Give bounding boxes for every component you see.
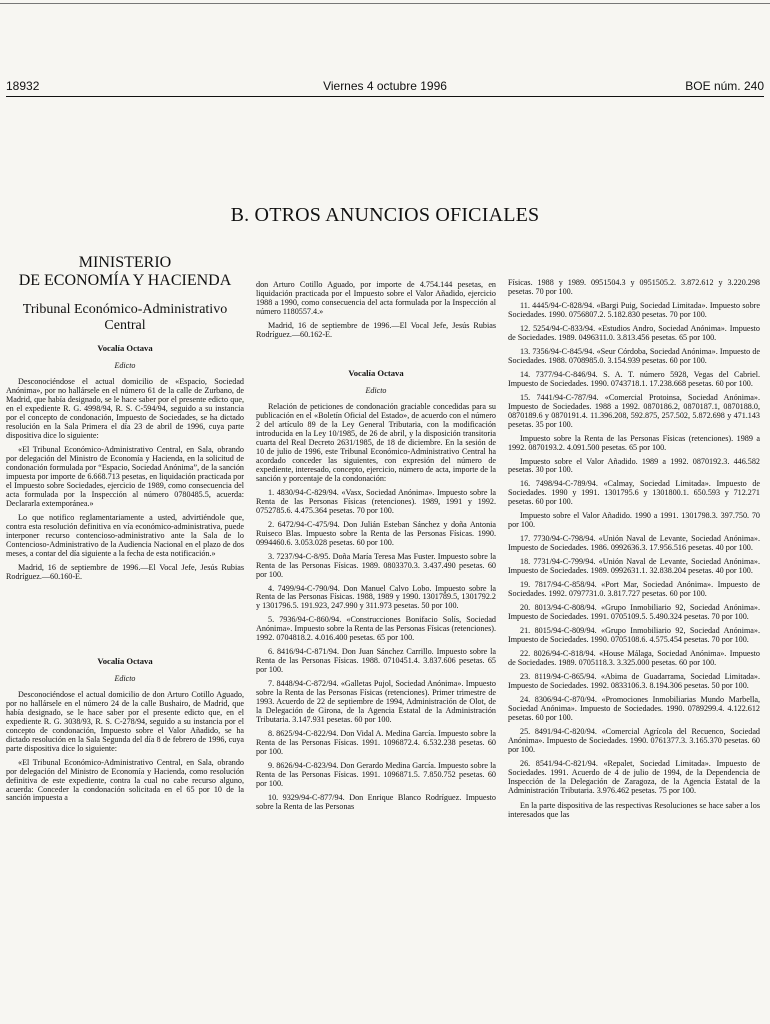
list-item: 12. 5254/94-C-833/94. «Estudios Andro, Sociedad Anónima». Impuesto de Sociedades. 1989. 0496311.0. 3.813.456 pesetas. 65 por 100. (508, 323, 760, 342)
list-item: 13. 7356/94-C-845/94. «Seur Córdoba, Sociedad Anónima». Impuesto de Sociedades. 1988. 0708985.0. 3.154.939 pesetas. 60 por 100. (508, 346, 760, 365)
list-item: 8. 8625/94-C-822/94. Don Vidal A. Medina García. Impuesto sobre la Renta de las Personas Físicas. 1991. 1096872.4. 6.532.238 pesetas. 60 por 100. (256, 729, 496, 756)
issue-date: Viernes 4 octubre 1996 (323, 79, 447, 93)
paragraph: «El Tribunal Económico-Administrativo Central, en Sala, obrando por delegación del Ministro de Economía y Hacienda, como resolución definitiva de este expediente, contra la cual no cabe recurso alguno, acuerda: Conceder la condonación solicitada en el 65 por 10 de la sanción impuesta a (6, 757, 244, 803)
edicto-heading: Edicto (114, 361, 136, 371)
list-item: 1. 4830/94-C-829/94. «Vasx, Sociedad Anónima». Impuesto sobre la Renta de las Personas Físicas (retenciones). 1989, 1991 y 1992. 0752785.6. 4.475.364 pesetas. 70 por 100. (256, 487, 496, 515)
paragraph: Relación de peticiones de condonación graciable concedidas para su publicación en el «Boletín Oficial del Estado», de acuerdo con el número 2 del artículo 89 de la Ley General Tributaria, con la modificación introducida en la Ley 10/1985, de 26 de abril, y la disposición transitoria cuarta del Real Decreto 2631/1985, de 18 de diciembre. En la sesión de 10 de julio de 1996, este Tribunal Económico-Administrativo Central ha acordado conceder las siguientes, con expresión del número de expediente, interesado, concepto, ejercicio, número de acta, importe de la sanción y porcentaje de la condonación: (256, 402, 496, 483)
list-item: 26. 8541/94-C-821/94. «Repalet, Sociedad Limitada». Impuesto de Sociedades. 1991. Acuerdo de 4 de julio de 1994, de la Dependencia de Inspección de la Delegación de Zaragoza, de la Agencia Estatal de la Administración Tributaria. 3.976.462 pesetas. 75 por 100. (508, 758, 760, 795)
list-item: 14. 7377/94-C-846/94. S. A. T. número 5928, Vegas del Cabriel. Impuesto de Sociedades. 1990. 0743718.1. 17.238.668 pesetas. 60 por 100. (508, 369, 760, 388)
column-right (508, 279, 760, 824)
list-item: 17. 7730/94-C-798/94. «Unión Naval de Levante, Sociedad Anónima». Impuesto de Sociedades. 1986. 0992636.3. 17.956.516 pesetas. 40 por 100. (508, 534, 760, 553)
tribunal-line-2: Central (104, 317, 146, 333)
vocalia-heading: Vocalía Octava (97, 342, 153, 353)
list-item: 10. 9329/94-C-877/94. Don Enrique Blanco Rodríguez. Impuesto sobre la Renta de las Personas (256, 792, 496, 811)
list-item: 16. 7498/94-C-789/94. «Calmay, Sociedad Limitada». Impuesto de Sociedades. 1990 y 1991. 1301795.6 y 1301800.1. 650.593 y 712.271 pesetas. 60 por 100. (508, 479, 760, 507)
list-item: 7. 8448/94-C-872/94. «Galletas Pujol, Sociedad Anónima». Impuesto sobre la Renta de las Personas Físicas (retenciones). Primer trimestre de 1993. Acuerdo de 22 de septiembre de 1994, Administración de Olot, de la Delegación de Girona, de la Agencia Estatal de la Administración Tributaria. 3.147.931 pesetas. 60 por 100. (256, 679, 496, 725)
issue-number: BOE núm. 240 (685, 79, 764, 93)
list-item: 15. 7441/94-C-787/94. «Comercial Protoinsa, Sociedad Anónima». Impuesto de Sociedades. 1988 a 1992. 0870186.2, 0870187.1, 0870188.0, 0870189.6 y 0870191.4. 11.396.208, 592.875, 257.502, 5.872.698 y 471.143 pesetas. 35 por 100. (508, 392, 760, 429)
section-title: B. OTROS ANUNCIOS OFICIALES (230, 204, 540, 226)
list-item: 20. 8013/94-C-808/94. «Grupo Inmobiliario 92, Sociedad Anónima». Impuesto de Sociedades. 1991. 0705109.5. 5.490.324 pesetas. 70 por 100. (508, 603, 760, 622)
paragraph: En la parte dispositiva de las respectivas Resoluciones se hace saber a los interesados que las (508, 800, 760, 819)
list-item: 21. 8015/94-C-809/94. «Grupo Inmobiliario 92, Sociedad Anónima». Impuesto de Sociedades. 1990. 0705108.6. 4.575.454 pesetas. 70 por 100. (508, 626, 760, 644)
list-item: 11. 4445/94-C-828/94. «Bargi Puig, Sociedad Limitada». Impuesto sobre Sociedades. 1990. 0756807.2. 5.182.830 pesetas. 70 por 100. (508, 300, 760, 319)
vocalia-heading: Vocalía Octava (348, 367, 404, 378)
ministry-heading (6, 254, 244, 291)
list-item: Impuesto sobre el Valor Añadido. 1990 a 1991. 1301798.3. 397.750. 70 por 100. (508, 511, 760, 530)
paragraph: Desconociéndose el actual domicilio de don Arturo Cotillo Aguado, por no hallársele en el número 24 de la calle Bushairo, de Madrid, que había designado, se le hace saber por el presente edicto que, en el expediente R. G. 3038/93, R. S. C-278/94, seguido a su instancia por el concepto de condonación, Impuesto sobre el Valor Añadido, se ha dictado resolución en la Sala Segunda del día 8 de febrero de 1996, cuya parte dispositiva dice lo siguiente: (6, 689, 244, 753)
paragraph: Lo que notifico reglamentariamente a usted, advirtiéndole que, contra esta resolución definitiva en vía económico-administrativa, puede interponer recurso contencioso-administrativo ante la Sala de lo Contencioso-Administrativo de la Audiencia Nacional en el plazo de dos meses, a contar del día siguiente a la fecha de esta notificación.» (6, 512, 244, 558)
list-item: Físicas. 1988 y 1989. 0951504.3 y 0951505.2. 3.872.612 y 3.220.298 pesetas. 70 por 100. (508, 278, 760, 296)
paragraph: don Arturo Cotillo Aguado, por importe de 4.754.144 pesetas, en liquidación practicada por el Impuesto sobre el Valor Añadido, ejercicio 1988 a 1990, como consecuencia del acta formulada por la Inspección al número 1180557.4.» (256, 280, 496, 316)
tribunal-heading (6, 302, 244, 334)
column-left (6, 250, 244, 808)
column-middle (256, 281, 496, 817)
ministry-line-1: MINISTERIO (78, 254, 172, 271)
list-item: 4. 7499/94-C-790/94. Don Manuel Calvo Lobo. Impuesto sobre la Renta de las Personas Físicas. 1988, 1989 y 1990. 1301789.5, 1301792.2 y 1301796.5. 191.923, 247.990 y 311.973 pesetas. 50 por 100. (256, 583, 496, 611)
list-item: 6. 8416/94-C-871/94. Don Juan Sánchez Carrillo. Impuesto sobre la Renta de las Personas Físicas. 1988. 0710451.4. 3.837.606 pesetas. 65 por 100. (256, 647, 496, 675)
signature: Madrid, 16 de septiembre de 1996.—El Vocal Jefe, Jesús Rubias Rodríguez.—60.162-E. (256, 320, 496, 339)
tribunal-line-1: Tribunal Económico-Administrativo (22, 301, 228, 317)
list-item: 5. 7936/94-C-860/94. «Construcciones Bonifacio Solís, Sociedad Anónima». Impuesto sobre la Renta de las Personas Físicas (retenciones). 1992. 0704818.2. 4.016.400 pesetas. 65 por 100. (256, 615, 496, 643)
list-item: 19. 7817/94-C-858/94. «Port Mar, Sociedad Anónima». Impuesto de Sociedades. 1992. 0797731.0. 3.817.727 pesetas. 60 por 100. (508, 580, 760, 599)
list-item: 2. 6472/94-C-475/94. Don Julián Esteban Sánchez y doña Antonia Ruiseco Blas. Impuesto sobre la Renta de las Personas Físicas. 1990. 0994460.6. 3.053.028 pesetas. 60 por 100. (256, 519, 496, 547)
signature: Madrid, 16 de septiembre de 1996.—El Vocal Jefe, Jesús Rubias Rodríguez.—60.160-E. (6, 562, 244, 581)
paragraph: Desconociéndose el actual domicilio de «Espacio, Sociedad Anónima», por no hallársele en el número 61 de la calle de Zurbano, de Madrid, que había designado, se le hace saber por el presente edicto que, en el expediente R. G. 4998/94, R. S. C-594/94, seguido a su instancia por el concepto de condonación, Impuesto de Sociedades, se ha dictado resolución en la Sala Primera el día 23 de abril de 1996, cuya parte dispositiva dice lo siguiente: (6, 377, 244, 441)
ministry-line-2: DE ECONOMÍA Y HACIENDA (18, 272, 232, 290)
top-rule (0, 3, 770, 4)
list-item: 18. 7731/94-C-799/94. «Unión Naval de Levante, Sociedad Anónima». Impuesto de Sociedades. 1989. 0992631.1. 32.838.204 pesetas. 40 por 100. (508, 557, 760, 576)
list-item: 25. 8491/94-C-820/94. «Comercial Agrícola del Recuenco, Sociedad Anónima». Impuesto de Sociedades. 1990. 0761377.3. 3.165.370 pesetas. 60 por 100. (508, 726, 760, 754)
header-rule (6, 96, 764, 97)
list-item: 23. 8119/94-C-865/94. «Abima de Guadarrama, Sociedad Limitada». Impuesto de Sociedades. 1992. 0833106.3. 8.194.306 pesetas. 50 por 100. (508, 671, 760, 690)
paragraph: «El Tribunal Económico-Administrativo Central, en Sala, obrando por delegación del Ministro de Economía y Hacienda, en la solicitud de condonación formulada por “Espacio, Sociedad Anónima”, de la sanción impuesta por importe de 6.668.713 pesetas, en liquidación practicada por el Impuesto sobre Sociedades, ejercicio de 1989, como consecuencia del acta formulada por la Inspección al número 0780485.5, acuerda: Declararla extemporánea.» (6, 445, 244, 508)
list-item: 24. 8306/94-C-870/94. «Promociones Inmobiliarias Mundo Marbella, Sociedad Anónima». Impuesto de Sociedades. 1990. 0789299.4. 4.122.612 pesetas. 60 por 100. (508, 694, 760, 722)
list-item: 22. 8026/94-C-818/94. «House Málaga, Sociedad Anónima». Impuesto de Sociedades. 1989. 0705118.3. 3.325.000 pesetas. 60 por 100. (508, 648, 760, 667)
page-header (6, 79, 764, 95)
list-item: Impuesto sobre la Renta de las Personas Físicas (retenciones). 1989 a 1992. 0870193.2. 4.091.500 pesetas. 65 por 100. (508, 433, 760, 452)
list-item: 9. 8626/94-C-823/94. Don Gerardo Medina García. Impuesto sobre la Renta de las Personas Físicas. 1991. 1096871.5. 7.850.752 pesetas. 60 por 100. (256, 760, 496, 788)
vocalia-heading: Vocalía Octava (97, 655, 153, 666)
list-item: 3. 7237/94-C-8/95. Doña María Teresa Mas Fuster. Impuesto sobre la Renta de las Personas Físicas. 1989. 0803370.3. 3.437.490 pesetas. 60 por 100. (256, 551, 496, 579)
edicto-heading: Edicto (365, 386, 387, 396)
page-number: 18932 (6, 79, 40, 93)
list-item: Impuesto sobre el Valor Añadido. 1989 a 1992. 0870192.3. 446.582 pesetas. 30 por 100. (508, 456, 760, 475)
edicto-heading: Edicto (114, 674, 136, 684)
